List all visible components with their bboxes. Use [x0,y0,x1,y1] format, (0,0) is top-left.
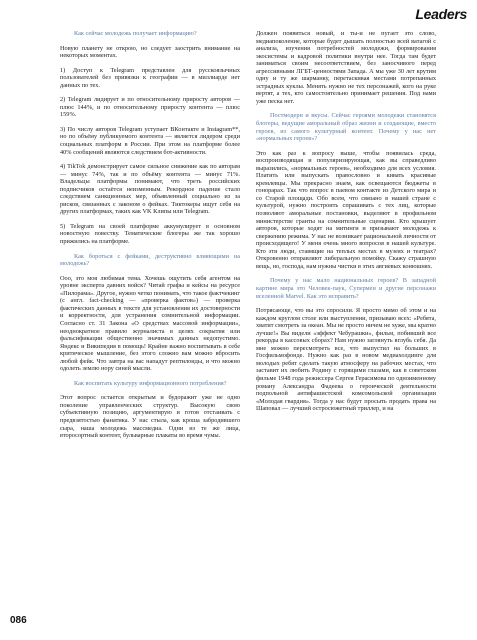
magazine-logo: Leaders [415,6,467,22]
answer-paragraph: Ооо, это моя любимая тема. Хочешь ощутить себя агентом на уровне эксперта давних войск? Читай графы и кейсы на ресурсе «Пилорама». Другое, нужно четко понимать, что такое фактчекинг (с англ. fact-checking — «проверка фактов») — проверка фактических данных в тексте для установления их достоверности и корректности, для устранения сомнительной информации. Согласно ст. 31 Закона «О средствах массовой информации», неоднократное правило журналиста в целях сокрытия или фальсификации общественно значимых данных недопустимо. Яндекс и Википедия в помощь! Крайне важно воспитывать в себе критическое мышление, без этого сложно вам можно вбросить любой фейк. Что завтра на вас нападут рептилоиды, и что можно одолеть землю нору синей мысли. [60,274,240,373]
answer-paragraph: 3) По числу авторов Telegram уступает ВКонтакте и Instagram**, но по объёму публикуемого контента — является лидером среди социальных платформ в России. При этом на платформе более 40% сообщений являются следствием бот-активности. [60,125,240,156]
answer-paragraph: Это как раз к вопросу выше, чтобы появилась среда, воспроизводящая и популяризирующая, как вы справедливо выразились, «нормальных героев», необходимо для всех условия. Платить или выпускать правословно и кивать красивые кремлевцы. Мы прекрасно знаем, как освещаются бюджеты в гонорарах. Так что вопрос в паевом контакте из Детского мира и со Старой площади. Обо всем, что связано в нашей стране с культурой, нужно построить спрашивать с тех лиц, которые позволяют аморальные постановки, выделяют в профильном министерстве гранты на сомнительные сценарии. Кто крышует авторов, которые ходят на митинги и призывают молодежь к свержению режима. У нас не возникает рациональной личности от происходящего! У меня очень много вопросов в нашей культуре. Кто эти люди, ставящие на теплых местах в музеях и театрах? Откровенно отправляют либеральную помойку. Скажу страшную вещь, но, господа, нам нужны чистки в этих авгиевых конюшнях. [256,149,436,270]
question-paragraph: Как бороться с фейками, деструктивно влияющими на молодежь? [60,252,240,268]
answer-paragraph: 2) Telegram лидирует и по относительному приросту авторов — плюс 144%, и по относительному приросту контента — плюс 159%. [60,96,240,119]
question-paragraph: Почему у нас мало национальных героев? В западной картине мира это Человек-паук, Супермен и другие персонажи вселенной Marvel. Как это исправить? [256,277,436,300]
question-paragraph: Постмодерн и вкусы. Сейчас героями молодежи становятся блогеры, ведущие аморальный образ жизни и создающие, вместо героев, из самого культурный контент. Почему у нас нет «нормальных героев»? [256,112,436,143]
answer-paragraph: 4) TikTok демонстрирует самое сильное снижение как по авторам — минус 74%, так и по объёму контента — минус 71%. Владельцы платформы понимают, что треть российских подписчиков остаётся неизменным. Рекордное падение стало следствием санкционных мер, объявленный социально из за рисков, связанных с законом о фейках. Тиктокеры ищут себя на других платформах, таких как VK Клипы или Telegram. [60,163,240,216]
question-paragraph: Как воспитать культуру информационного потребления? [74,379,227,387]
answer-paragraph: Должен появиться новый, и ты-и не пугает это слово, медиапоколение, которые будет дышать полностью всей ватагой с анализа, изучения потребностей молодежи, формирования экосистемы и кадровой политики внутри нее. Тогда там будет заниматься своим несоответствием, без заносчивого перед агрессивными ЛГБТ-ценностями Запада. А мы уже 30 лет крутим одну и ту же шарманку, перетаскивая местами потрепанных эстрадных куклы. Менять нужно не тех персонажей, кого на руке вертят, а тех, кто самостоятельно принимает решения. Под нами уже песка нет. [256,30,436,105]
page-number: 086 [10,615,27,626]
left-column [60,30,240,447]
answer-paragraph: Этот вопрос остается открытым и будоражит уже не одно поколение управленческих структур. Высокую свою субъективную позицию, аргументирую и готов отстаивать с предвзятостью фанатика. У нас стыла, как кроша забродившего сыра, наша молодежь массмедиа. Одни из те же лица, второсортный контент, бульварные плакаты во время чумы. [60,394,240,440]
answer-paragraph: Новую планету не открою, но следует заострить внимание на некоторых моментах. [60,44,240,60]
question-paragraph: Как сейчас молодежь получает информацию? [74,30,197,37]
answer-paragraph: 1) Доступ к Telegram представлен для русскоязычных пользователей без привязки к географии — в миллиарде нет данных по тех. [60,66,240,89]
answer-paragraph: 5) Telegram на своей платформе аккумулирует в основном новостную повестку. Тематические блогеры же так хорошо прижились на платформе. [60,222,240,246]
right-column [256,30,436,420]
answer-paragraph: Потрясающе, что вы это спросили. Я просто мимо об этом и на каждом круглом столе или выступлении, призываю всех: «Ребята, хватит смотреть за океан. Мы не просто ничем не хуже, мы кратно лучше!» Вы видели «эффект Чебурашки», фильм, побивший все рекорды в кассовых сборах? Нам нужно заглянуть вглубь себя. Да мне можно пересмотреть все, что выпустил на больших в Госфильмофонде. Нужно как раз в новом медиахолдинге для молодых ребят сделать такую атмосферу на рабочих местах, что заставит их любить Родину с горящими глазами, как в советском фильме 1948 года режиссера Сергея Герасимова по одноименному роману Александра Фадеева о героической деятельности подпольной антифашистской комсомольской организации «Молодая гвардия». Тогда у нас будут просыть продать права на Шаповал — лучший остросюжетный триллер, и на [256,307,436,413]
